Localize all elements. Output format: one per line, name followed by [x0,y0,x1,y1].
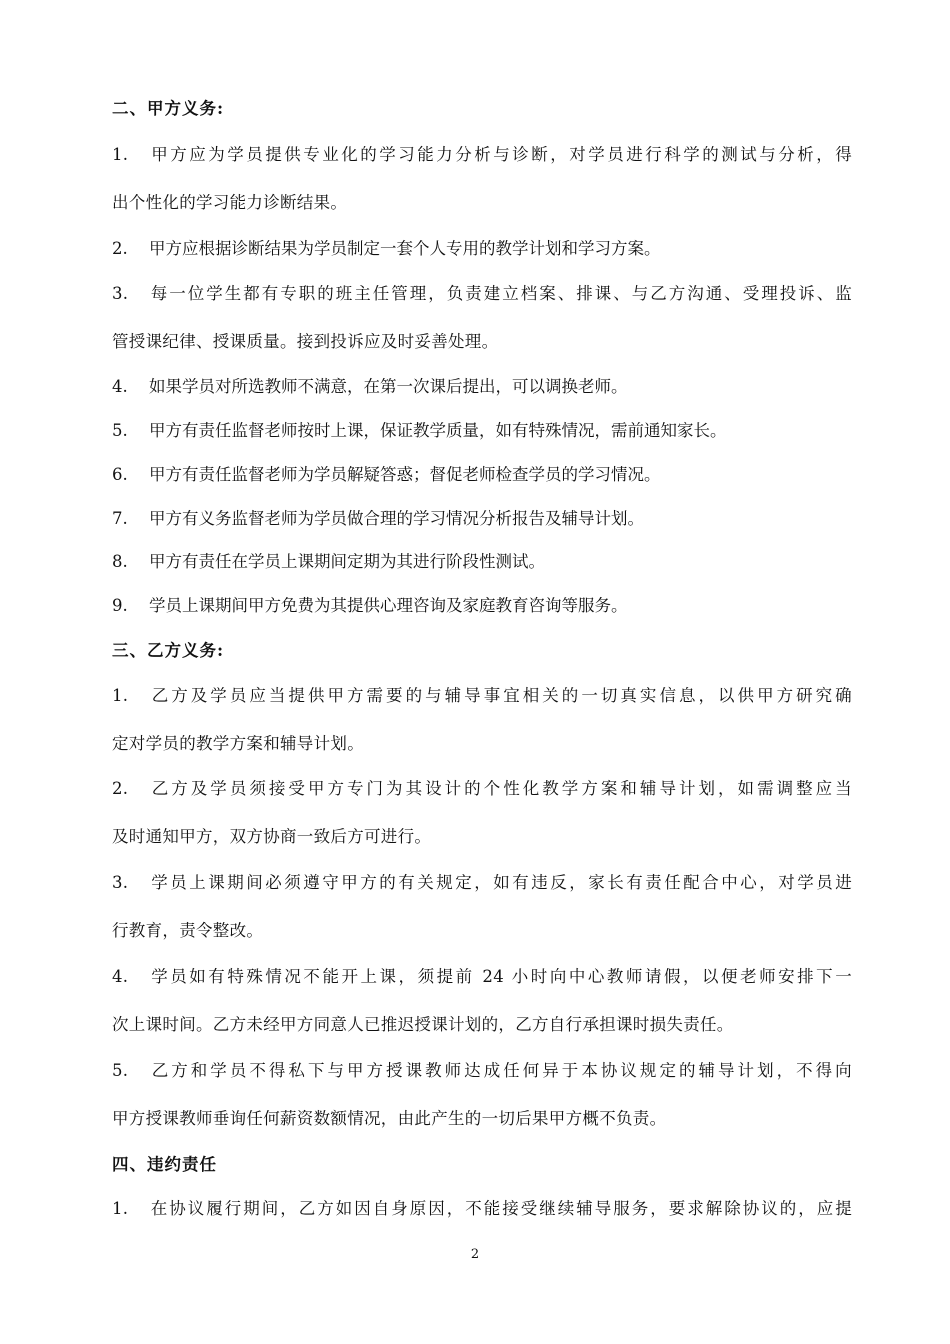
item-text: 甲方应根据诊断结果为学员制定一套个人专用的教学计划和学习方案。 [149,239,661,258]
section-2-item-1 [112,144,852,166]
section-3-item-5 [112,1060,852,1082]
section-2-item-2 [112,238,852,260]
item-number: 8. [112,552,128,571]
item-text: 乙方及学员应当提供甲方需要的与辅导事宜相关的一切真实信息，以供甲方研究确 [149,686,852,705]
item-text: 乙方和学员不得私下与甲方授课教师达成任何异于本协议规定的辅导计划，不得向 [149,1061,852,1080]
section-3-item-4 [112,966,852,988]
section-2-item-7 [112,508,852,530]
section-3-item-1-continued [112,733,852,755]
item-text: 在协议履行期间，乙方如因自身原因，不能接受继续辅导服务，要求解除协议的，应提 [149,1199,852,1218]
item-text: 甲方有义务监督老师为学员做合理的学习情况分析报告及辅导计划。 [149,509,644,528]
item-text-continued: 行教育，责令整改。 [112,921,264,940]
item-number: 5. [112,421,128,440]
item-text: 甲方有责任监督老师为学员解疑答惑；督促老师检查学员的学习情况。 [149,465,661,484]
item-number: 4. [112,377,128,396]
section-3-item-4-continued [112,1014,852,1036]
item-number: 9. [112,596,128,615]
item-text: 甲方有责任在学员上课期间定期为其进行阶段性测试。 [149,552,545,571]
item-text: 学员上课期间必须遵守甲方的有关规定，如有违反，家长有责任配合中心，对学员进 [149,873,852,892]
section-3-item-5-continued [112,1108,852,1130]
item-text-continued: 定对学员的教学方案和辅导计划。 [112,734,364,753]
item-number: 1. [112,145,129,164]
section-3-heading: 三、乙方义务: [112,641,225,660]
item-text-continued: 甲方授课教师垂询任何薪资数额情况，由此产生的一切后果甲方概不负责。 [112,1109,667,1128]
item-number: 1. [112,1199,129,1218]
page-number: 2 [470,1247,480,1262]
item-number: 4. [112,967,129,986]
section-2-item-1-continued [112,192,852,214]
section-2-item-6 [112,464,852,486]
section-2-item-3 [112,283,852,305]
item-number: 2. [112,239,128,258]
section-2-item-5 [112,420,852,442]
item-number: 5. [112,1061,129,1080]
section-3-item-2 [112,778,852,800]
item-number: 7. [112,509,128,528]
item-text: 甲方有责任监督老师按时上课，保证教学质量，如有特殊情况，需前通知家长。 [149,421,727,440]
item-number: 6. [112,465,128,484]
item-text: 如果学员对所选教师不满意，在第一次课后提出，可以调换老师。 [149,377,628,396]
item-text-continued: 出个性化的学习能力诊断结果。 [112,193,348,212]
item-number: 3. [112,873,129,892]
section-2-item-8 [112,551,852,573]
item-number: 3. [112,284,129,303]
section-4-heading: 四、违约责任 [112,1155,217,1174]
item-number: 2. [112,779,129,798]
item-text: 每一位学生都有专职的班主任管理，负责建立档案、排课、与乙方沟通、受理投诉、监 [149,284,852,303]
section-2-item-9 [112,595,852,617]
section-2-heading: 二、甲方义务: [112,99,225,118]
section-2-item-4 [112,376,852,398]
item-text: 乙方及学员须接受甲方专门为其设计的个性化教学方案和辅导计划，如需调整应当 [149,779,852,798]
item-number: 1. [112,686,129,705]
section-2-item-3-continued [112,331,852,353]
section-3-item-3 [112,872,852,894]
section-3-item-3-continued [112,920,852,942]
section-3-item-1 [112,685,852,707]
item-text-continued: 次上课时间。乙方未经甲方同意人已推迟授课计划的，乙方自行承担课时损失责任。 [112,1015,734,1034]
section-3-item-2-continued [112,826,852,848]
item-text: 学员如有特殊情况不能开上课，须提前 24 小时向中心教师请假，以便老师安排下一 [149,967,852,986]
section-4-item-1 [112,1198,852,1220]
item-text-continued: 管授课纪律、授课质量。接到投诉应及时妥善处理。 [112,332,499,351]
item-text: 甲方应为学员提供专业化的学习能力分析与诊断，对学员进行科学的测试与分析，得 [149,145,852,164]
item-text-continued: 及时通知甲方，双方协商一致后方可进行。 [112,827,432,846]
item-text: 学员上课期间甲方免费为其提供心理咨询及家庭教育咨询等服务。 [149,596,628,615]
